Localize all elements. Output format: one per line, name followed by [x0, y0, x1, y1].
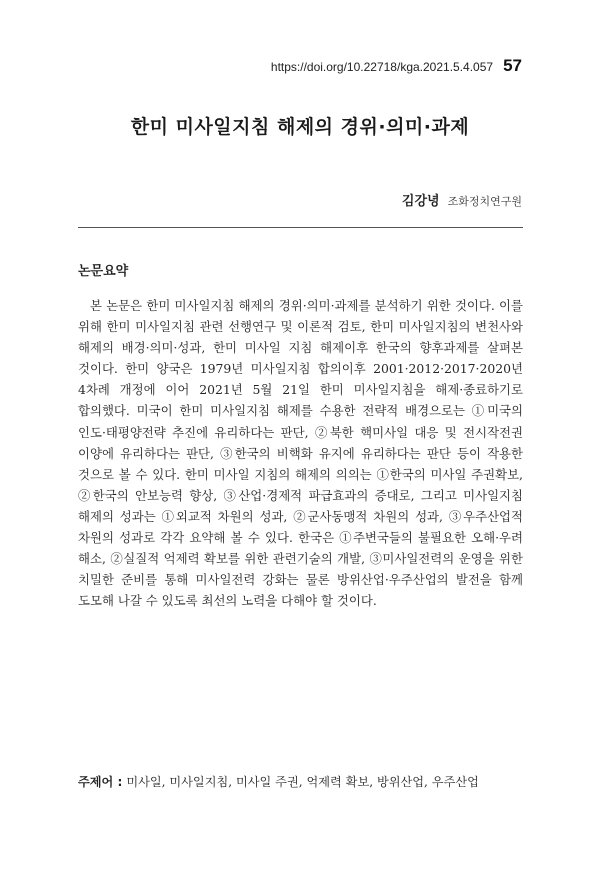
abstract-text: 본 논문은 한미 미사일지침 해제의 경위·의미·과제를 분석하기 위한 것이다. 이를 위해 한미 미사일지침 관련 선행연구 및 이론적 검토, 한미 미사일지침의 변천사와 해제의 배경·의미·성과, 한미 미사일 지침 해제이후 한국의 향후과제를 살펴본 것이다. 한미 양국은 1979년 미사일지침 합의이후 2001·2012·2017·2020년 4차례 개정에 이어 2021년 5월 21일 한미 미사일지침을 해제·종료하기로 합의했다. 미국이 한미 미사일지침 해제를 수용한 전략적 배경으로는 ①미국의 인도·태평양전략 추진에 유리하다는 판단, ②북한 핵미사일 대응 및 전시작전권 이양에 유리하다는 판단, ③한국의 비핵화 유지에 유리하다는 판단 등이 작용한 것으로 볼 수 있다. 한미 미사일 지침의 해제의 의의는 ①한국의 미사일 주권확보, ②한국의 안보능력 향상, ③산업·경제적 파급효과의 증대로, 그리고 미사일지침 해제의 성과는 ①외교적 차원의 성과, ②군사동맹적 차원의 성과, ③우주산업적 차원의 성과로 각각 요약해 볼 수 있다. 한국은 ①주변국들의 불필요한 오해·우려 해소, ②실질적 억제력 확보를 위한 관련기술의 개발, ③미사일전력의 운영을 위한 치밀한 준비를 통해 미사일전력 강화는 물론 방위산업·우주산업의 발전을 함께 도모해 나갈 수 있도록 최선의 노력을 다해야 할 것이다. [78, 298, 523, 609]
abstract-heading: 논문요약 [78, 264, 129, 279]
author-line [402, 190, 522, 209]
keywords-text: 미사일, 미사일지침, 미사일 주권, 억제력 확보, 방위산업, 우주산업 [126, 775, 479, 789]
divider [78, 227, 523, 228]
author-affiliation: 조화정치연구원 [447, 195, 522, 208]
running-header [271, 56, 522, 76]
keywords-label: 주제어 : [78, 775, 123, 789]
author-name: 김강녕 [401, 194, 440, 209]
paper-title: 한미 미사일지침 해제의 경위·의미·과제 [130, 116, 470, 138]
doi-link[interactable]: https://doi.org/10.22718/kga.2021.5.4.057 [270, 60, 494, 74]
page-number: 57 [503, 56, 522, 75]
keywords [78, 773, 538, 790]
